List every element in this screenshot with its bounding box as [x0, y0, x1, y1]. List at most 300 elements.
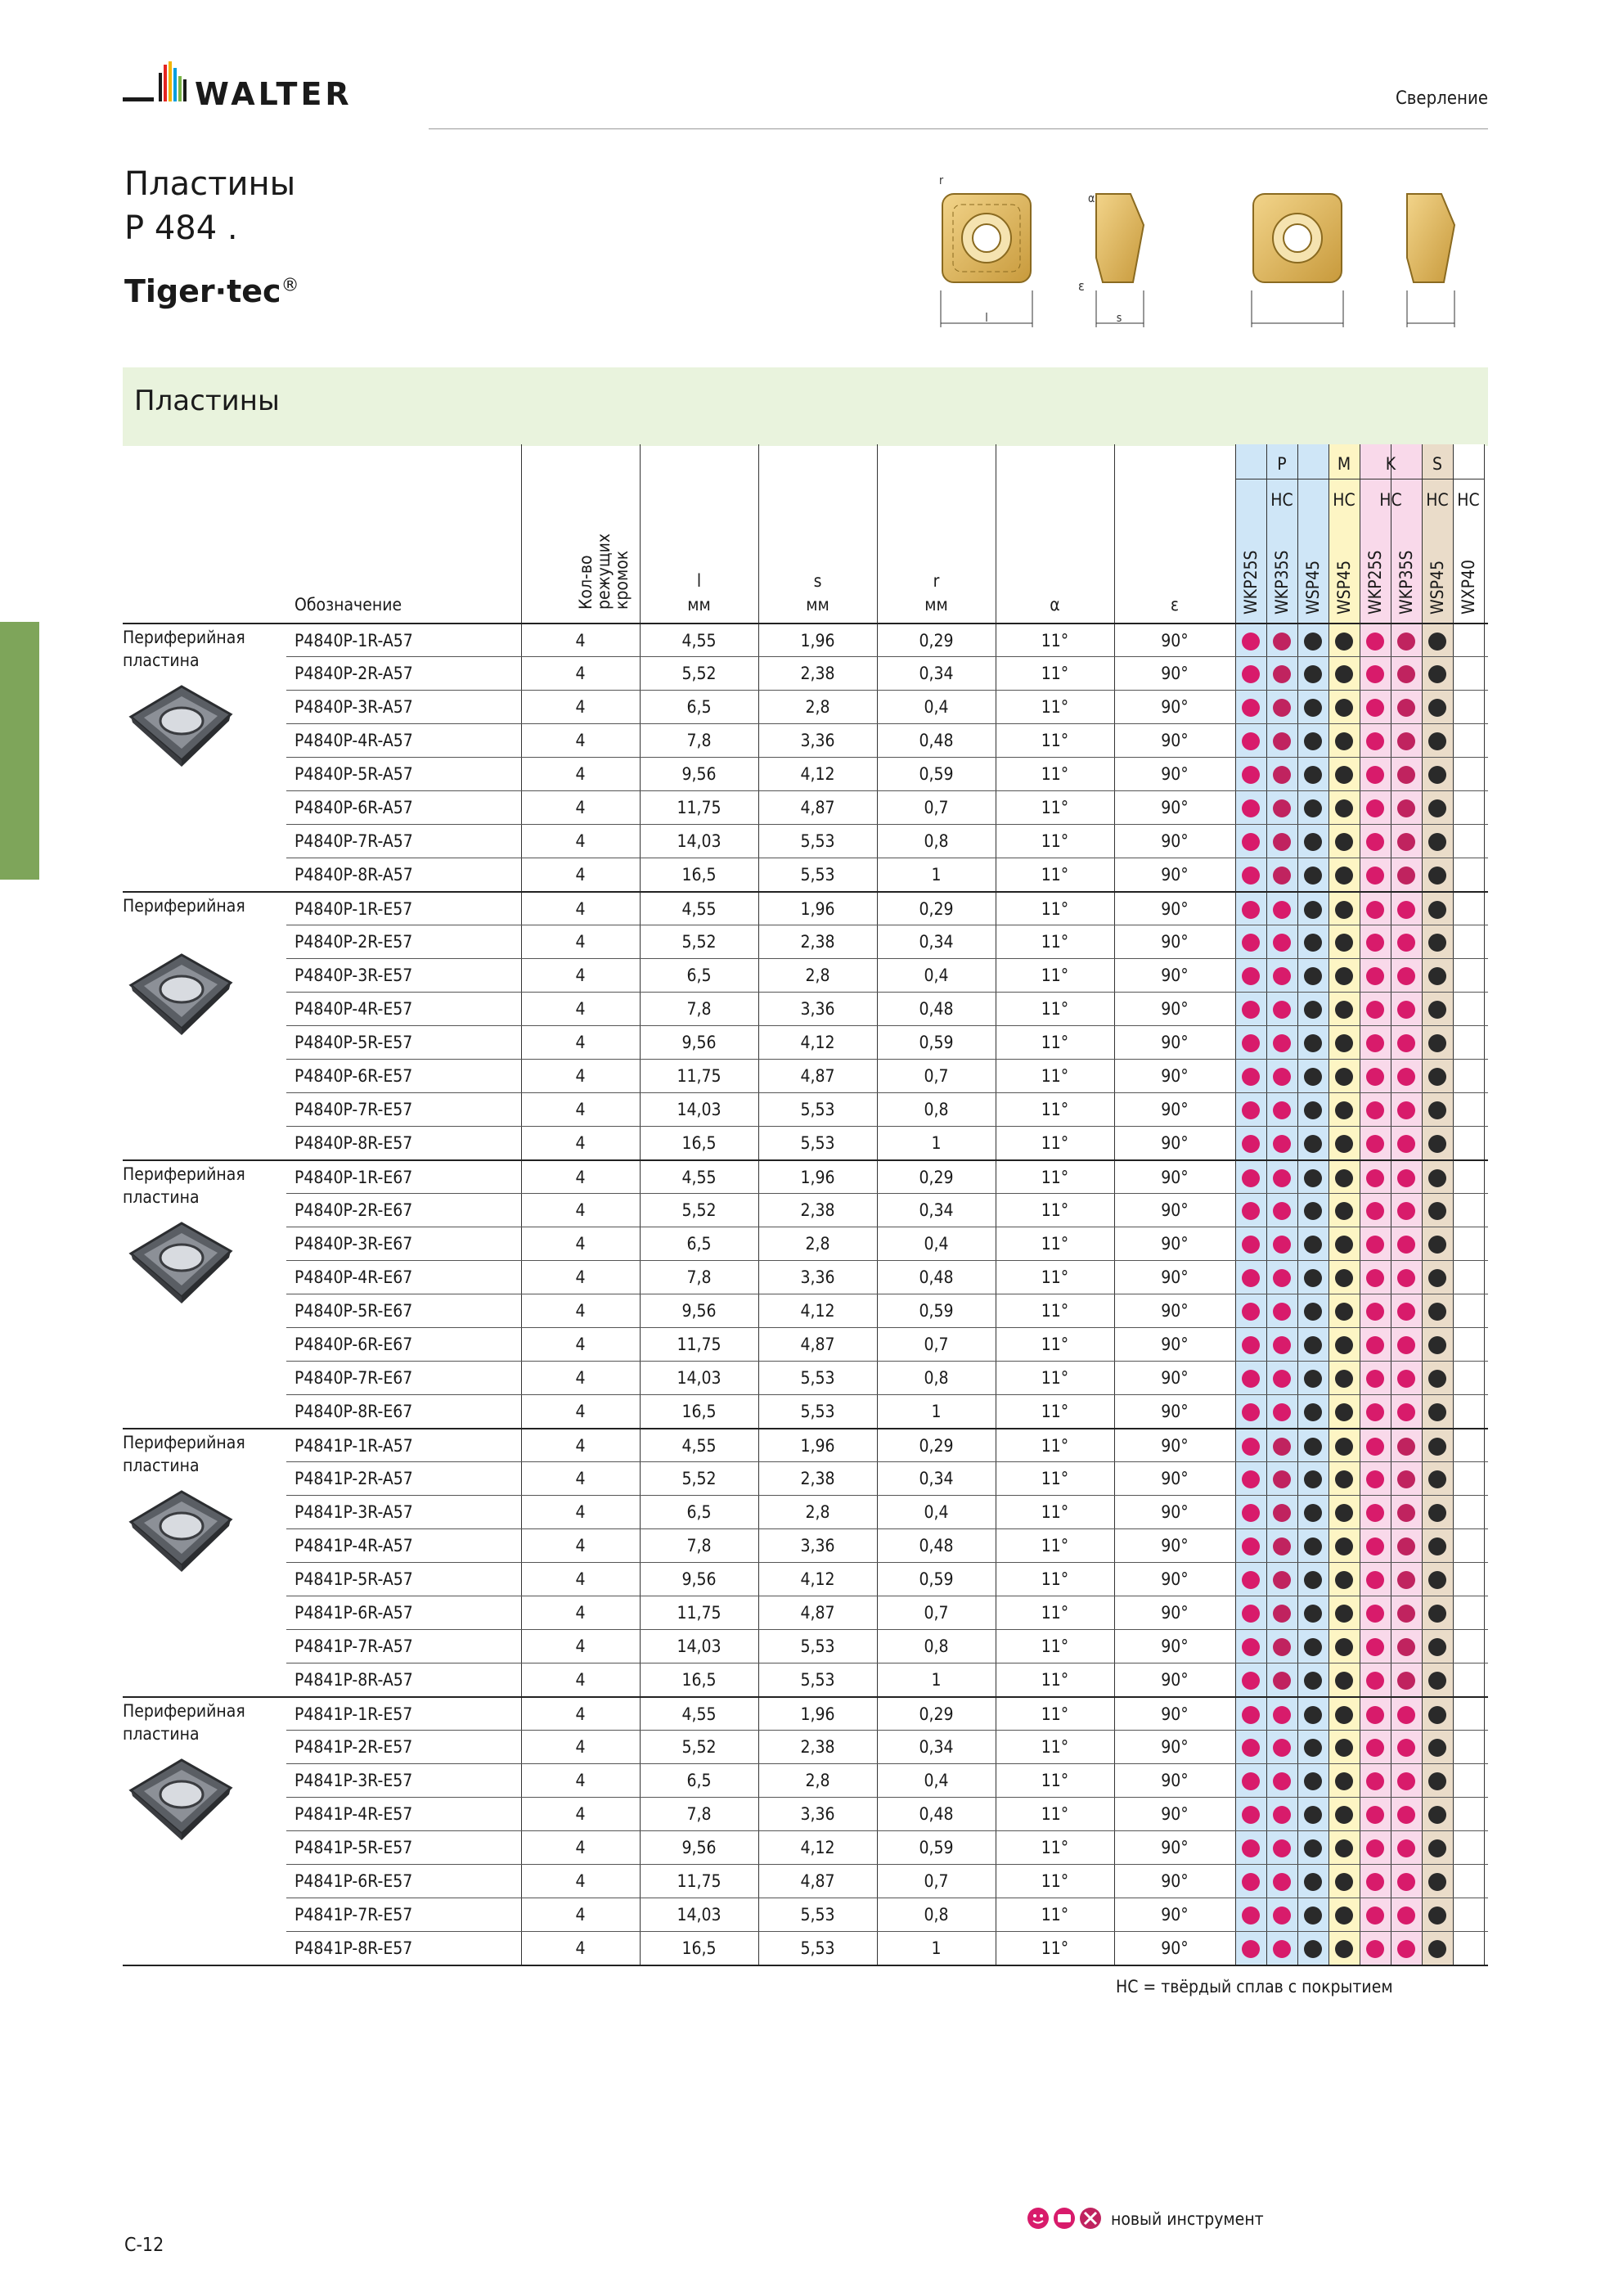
s-cell: 3,36 [800, 731, 835, 750]
grade-name: WKP35S [1272, 550, 1292, 615]
face-red-icon [1273, 1403, 1291, 1421]
eps-cell: 90° [1161, 664, 1189, 683]
alpha-cell: 11° [1041, 1838, 1069, 1857]
x-dark-icon [1428, 1370, 1446, 1388]
l-cell: 9,56 [681, 764, 717, 784]
face-red-icon [1366, 1169, 1384, 1187]
x-dark-icon [1428, 633, 1446, 651]
x-red-icon [1397, 799, 1415, 817]
designation-cell: P4841P-2R-A57 [294, 1469, 413, 1488]
face-red-icon [1242, 1202, 1260, 1220]
face-red-icon [1242, 1370, 1260, 1388]
l-cell: 14,03 [677, 1100, 722, 1119]
alpha-cell: 11° [1041, 764, 1069, 784]
s-cell: 3,36 [800, 1536, 835, 1555]
face-red-icon [1242, 1537, 1260, 1555]
face-red-icon [1366, 1370, 1384, 1388]
r-cell: 0,4 [924, 966, 949, 985]
header-s-unit: мм [806, 595, 829, 615]
x-dark-icon [1428, 1873, 1446, 1891]
s-cell: 2,38 [800, 1469, 835, 1488]
face-red-icon [1366, 1571, 1384, 1589]
face-red-icon [1242, 967, 1260, 985]
edges-cell: 4 [575, 1133, 586, 1153]
edges-cell: 4 [575, 932, 586, 952]
designation-cell: P4840P-8R-A57 [294, 865, 413, 885]
s-cell: 5,53 [800, 1100, 835, 1119]
registered-mark: ® [281, 275, 299, 296]
x-dark-icon [1304, 1336, 1322, 1354]
face-red-icon [1242, 1169, 1260, 1187]
l-cell: 7,8 [686, 1267, 712, 1287]
eps-cell: 90° [1161, 1234, 1189, 1254]
designation-cell: P4840P-7R-E57 [294, 1100, 413, 1119]
s-cell: 5,53 [800, 1938, 835, 1958]
eps-cell: 90° [1161, 764, 1189, 784]
designation-cell: P4840P-4R-A57 [294, 731, 413, 750]
alpha-cell: 11° [1041, 1234, 1069, 1254]
l-cell: 5,52 [681, 1200, 717, 1220]
s-cell: 3,36 [800, 999, 835, 1019]
l-cell: 11,75 [677, 1603, 722, 1623]
face-red-icon [1242, 699, 1260, 717]
face-red-icon [1366, 1336, 1384, 1354]
x-dark-icon [1428, 1336, 1446, 1354]
insert-photo [123, 680, 237, 770]
edges-cell: 4 [575, 899, 586, 919]
insert-photo [123, 948, 237, 1038]
table-row [286, 1193, 1488, 1227]
x-red-icon [1273, 833, 1291, 851]
x-dark-icon [1304, 1873, 1322, 1891]
face-red-icon [1366, 1504, 1384, 1522]
x-dark-icon [1304, 1672, 1322, 1690]
header-rule [429, 128, 1488, 129]
designation-cell: P4841P-2R-E57 [294, 1737, 413, 1757]
l-cell: 7,8 [686, 999, 712, 1019]
face-red-icon [1273, 1839, 1291, 1857]
x-dark-icon [1428, 967, 1446, 985]
table-row [286, 1864, 1488, 1898]
grade-name: WXP40 [1459, 559, 1478, 615]
eps-cell: 90° [1161, 1804, 1189, 1824]
x-red-icon [1397, 1504, 1415, 1522]
x-dark-icon [1428, 1739, 1446, 1757]
x-dark-icon [1335, 799, 1353, 817]
new-tool-legend-text: новый инструмент [1111, 2209, 1264, 2229]
group-label: Периферийная [123, 896, 245, 916]
edges-cell: 4 [575, 865, 586, 885]
r-cell: 0,34 [919, 1200, 954, 1220]
face-red-icon [1242, 1001, 1260, 1019]
edges-cell: 4 [575, 1670, 586, 1690]
x-dark-icon [1304, 833, 1322, 851]
x-dark-icon [1335, 1269, 1353, 1287]
eps-cell: 90° [1161, 1670, 1189, 1690]
x-dark-icon [1304, 1839, 1322, 1857]
edges-cell: 4 [575, 1938, 586, 1958]
l-cell: 11,75 [677, 1871, 722, 1891]
x-dark-icon [1428, 1303, 1446, 1321]
header-l: l [696, 571, 702, 591]
page-number: C-12 [124, 2235, 164, 2256]
face-red-icon [1366, 1470, 1384, 1488]
x-dark-icon [1428, 1706, 1446, 1724]
title-line-2: P 484 . [124, 209, 238, 247]
designation-cell: P4841P-6R-E57 [294, 1871, 413, 1891]
face-red-icon [1242, 1672, 1260, 1690]
face-red-icon [1397, 1236, 1415, 1254]
x-dark-icon [1304, 1806, 1322, 1824]
face-red-icon [1242, 1839, 1260, 1857]
x-dark-icon [1335, 1605, 1353, 1623]
x-dark-icon [1304, 1169, 1322, 1187]
edges-cell: 4 [575, 1737, 586, 1757]
x-dark-icon [1335, 1336, 1353, 1354]
edges-cell: 4 [575, 831, 586, 851]
table-row [286, 690, 1488, 724]
face-red-icon [1242, 1303, 1260, 1321]
r-cell: 0,48 [919, 1267, 954, 1287]
face-red-icon [1397, 1907, 1415, 1925]
edges-cell: 4 [575, 697, 586, 717]
table-row [286, 1126, 1488, 1160]
iso-group-letter: M [1337, 454, 1351, 474]
x-red-icon [1273, 1470, 1291, 1488]
x-dark-icon [1304, 1504, 1322, 1522]
x-dark-icon [1428, 1169, 1446, 1187]
face-red-icon [1242, 1940, 1260, 1958]
l-cell: 9,56 [681, 1033, 717, 1052]
x-red-icon [1397, 1470, 1415, 1488]
eps-cell: 90° [1161, 899, 1189, 919]
l-cell: 6,5 [686, 1502, 712, 1522]
edges-cell: 4 [575, 1301, 586, 1321]
face-red-icon [1242, 1336, 1260, 1354]
face-red-icon [1273, 967, 1291, 985]
face-red-icon [1397, 1772, 1415, 1790]
designation-cell: P4841P-7R-A57 [294, 1636, 413, 1656]
edges-cell: 4 [575, 1267, 586, 1287]
alpha-cell: 11° [1041, 1502, 1069, 1522]
edges-cell: 4 [575, 1469, 586, 1488]
table-row [286, 1327, 1488, 1362]
alpha-cell: 11° [1041, 1704, 1069, 1724]
face-red-icon [1242, 665, 1260, 683]
s-cell: 5,53 [800, 1368, 835, 1388]
s-cell: 2,38 [800, 664, 835, 683]
x-dark-icon [1304, 1001, 1322, 1019]
s-cell: 4,12 [800, 764, 835, 784]
x-dark-icon [1335, 1034, 1353, 1052]
face-red-icon [1273, 1202, 1291, 1220]
l-cell: 16,5 [681, 865, 717, 885]
x-dark-icon [1428, 901, 1446, 919]
eps-cell: 90° [1161, 1871, 1189, 1891]
x-dark-icon [1428, 1605, 1446, 1623]
face-red-icon [1242, 934, 1260, 952]
face-red-icon [1273, 1236, 1291, 1254]
header-alpha: α [1050, 595, 1060, 615]
alpha-cell: 11° [1041, 1569, 1069, 1589]
face-red-icon [1366, 1303, 1384, 1321]
edges-cell: 4 [575, 1871, 586, 1891]
edges-cell: 4 [575, 1905, 586, 1925]
table-row [286, 1294, 1488, 1328]
r-cell: 1 [931, 1133, 942, 1153]
x-dark-icon [1304, 1706, 1322, 1724]
designation-cell: P4840P-3R-A57 [294, 697, 413, 717]
x-dark-icon [1335, 1370, 1353, 1388]
header-s: s [813, 571, 822, 591]
x-dark-icon [1304, 1403, 1322, 1421]
edges-cell: 4 [575, 999, 586, 1019]
eps-cell: 90° [1161, 697, 1189, 717]
grade-name: WKP25S [1365, 550, 1385, 615]
face-red-icon [1242, 1907, 1260, 1925]
x-red-icon [1397, 1571, 1415, 1589]
x-dark-icon [1335, 699, 1353, 717]
r-cell: 0,8 [924, 1905, 949, 1925]
group-label: Периферийная пластина [123, 1433, 245, 1475]
table-row [286, 992, 1488, 1026]
r-cell: 0,29 [919, 1436, 954, 1456]
face-red-icon [1242, 1438, 1260, 1456]
face-red-icon [1242, 1806, 1260, 1824]
designation-cell: P4841P-8R-E57 [294, 1938, 413, 1958]
face-red-icon [1273, 1907, 1291, 1925]
alpha-cell: 11° [1041, 1938, 1069, 1958]
face-red-icon [1397, 1739, 1415, 1757]
x-dark-icon [1335, 1537, 1353, 1555]
edges-cell: 4 [575, 1234, 586, 1254]
x-red-icon [1397, 867, 1415, 885]
x-dark-icon [1335, 1907, 1353, 1925]
face-red-icon [1273, 1806, 1291, 1824]
r-cell: 1 [931, 1938, 942, 1958]
face-red-icon [1242, 1101, 1260, 1119]
face-red-icon [1366, 1537, 1384, 1555]
edges-cell: 4 [575, 1838, 586, 1857]
l-cell: 16,5 [681, 1670, 717, 1690]
alpha-cell: 11° [1041, 1737, 1069, 1757]
alpha-cell: 11° [1041, 1200, 1069, 1220]
face-red-icon [1397, 1940, 1415, 1958]
l-cell: 9,56 [681, 1569, 717, 1589]
header-eps: ε [1170, 595, 1180, 615]
l-cell: 11,75 [677, 798, 722, 817]
r-cell: 1 [931, 865, 942, 885]
edges-cell: 4 [575, 1335, 586, 1354]
l-cell: 14,03 [677, 1636, 722, 1656]
eps-cell: 90° [1161, 1368, 1189, 1388]
face-red-icon [1242, 1269, 1260, 1287]
table-row [286, 1461, 1488, 1496]
alpha-cell: 11° [1041, 1804, 1069, 1824]
insert-front-view-2 [1252, 194, 1343, 327]
alpha-cell: 11° [1041, 1603, 1069, 1623]
face-red-icon [1397, 901, 1415, 919]
face-red-icon [1242, 1068, 1260, 1086]
iso-group-type: HC [1379, 490, 1402, 510]
grade-name: WKP35S [1396, 550, 1416, 615]
edges-cell: 4 [575, 1804, 586, 1824]
designation-cell: P4840P-5R-E57 [294, 1033, 413, 1052]
table-row [123, 623, 1488, 658]
x-dark-icon [1335, 867, 1353, 885]
eps-cell: 90° [1161, 631, 1189, 651]
r-cell: 0,48 [919, 999, 954, 1019]
insert-dimension-diagrams [933, 168, 1489, 340]
x-dark-icon [1428, 1135, 1446, 1153]
r-cell: 0,48 [919, 731, 954, 750]
face-red-icon [1366, 1403, 1384, 1421]
x-dark-icon [1304, 699, 1322, 717]
face-red-icon [1366, 967, 1384, 985]
s-cell: 5,53 [800, 1402, 835, 1421]
r-cell: 0,8 [924, 831, 949, 851]
l-cell: 7,8 [686, 1536, 712, 1555]
s-cell: 2,8 [805, 1502, 830, 1522]
r-cell: 0,8 [924, 1368, 949, 1388]
face-red-icon [1366, 1839, 1384, 1857]
face-red-icon [1397, 1403, 1415, 1421]
s-cell: 5,53 [800, 865, 835, 885]
designation-cell: P4840P-3R-E57 [294, 966, 413, 985]
x-dark-icon [1304, 1605, 1322, 1623]
face-red-icon [1273, 1772, 1291, 1790]
designation-cell: P4840P-4R-E67 [294, 1267, 413, 1287]
face-red-icon [1366, 1873, 1384, 1891]
alpha-cell: 11° [1041, 1905, 1069, 1925]
l-cell: 4,55 [681, 1704, 717, 1724]
r-cell: 0,48 [919, 1536, 954, 1555]
designation-cell: P4840P-2R-A57 [294, 664, 413, 683]
table-row [286, 1596, 1488, 1630]
edges-cell: 4 [575, 1704, 586, 1724]
group-label: Периферийная пластина [123, 628, 245, 670]
l-cell: 4,55 [681, 1168, 717, 1187]
face-red-icon [1366, 1438, 1384, 1456]
face-red-icon [1242, 867, 1260, 885]
walter-logo-text: WALTER [195, 76, 353, 112]
edges-cell: 4 [575, 966, 586, 985]
table-row [286, 1830, 1488, 1865]
face-red-icon [1397, 1839, 1415, 1857]
x-dark-icon [1428, 1537, 1446, 1555]
x-dark-icon [1304, 633, 1322, 651]
x-dark-icon [1335, 1638, 1353, 1656]
x-dark-icon [1304, 766, 1322, 784]
r-cell: 0,29 [919, 1704, 954, 1724]
x-dark-icon [1304, 732, 1322, 750]
iso-group-type: HC [1457, 490, 1480, 510]
eps-cell: 90° [1161, 1905, 1189, 1925]
s-cell: 4,12 [800, 1838, 835, 1857]
designation-cell: P4840P-6R-A57 [294, 798, 413, 817]
s-cell: 2,38 [800, 1200, 835, 1220]
edges-cell: 4 [575, 631, 586, 651]
designation-cell: P4840P-5R-A57 [294, 764, 413, 784]
x-dark-icon [1335, 1001, 1353, 1019]
x-red-icon [1273, 1438, 1291, 1456]
face-red-icon [1366, 1605, 1384, 1623]
eps-cell: 90° [1161, 1938, 1189, 1958]
face-red-icon [1366, 1001, 1384, 1019]
alpha-cell: 11° [1041, 1100, 1069, 1119]
x-red-icon [1273, 1605, 1291, 1623]
face-red-icon [1273, 1370, 1291, 1388]
diagram-label-eps: ε [1078, 278, 1085, 294]
l-cell: 6,5 [686, 966, 712, 985]
x-dark-icon [1304, 1236, 1322, 1254]
designation-cell: P4841P-1R-A57 [294, 1436, 413, 1456]
x-dark-icon [1428, 1772, 1446, 1790]
face-red-icon [1366, 633, 1384, 651]
x-dark-icon [1335, 1672, 1353, 1690]
eps-cell: 90° [1161, 865, 1189, 885]
alpha-cell: 11° [1041, 1301, 1069, 1321]
x-dark-icon [1335, 1403, 1353, 1421]
designation-cell: P4840P-7R-E67 [294, 1368, 413, 1388]
table-row [286, 824, 1488, 858]
face-red-icon [1273, 1034, 1291, 1052]
x-dark-icon [1304, 665, 1322, 683]
r-cell: 0,8 [924, 1100, 949, 1119]
l-cell: 7,8 [686, 731, 712, 750]
eps-cell: 90° [1161, 1737, 1189, 1757]
table-row [286, 1730, 1488, 1764]
designation-cell: P4841P-5R-E57 [294, 1838, 413, 1857]
face-red-icon [1242, 1706, 1260, 1724]
edges-cell: 4 [575, 1436, 586, 1456]
grade-name: WKP25S [1241, 550, 1261, 615]
x-red-icon [1397, 633, 1415, 651]
x-dark-icon [1335, 1470, 1353, 1488]
eps-cell: 90° [1161, 1502, 1189, 1522]
s-cell: 1,96 [800, 1436, 835, 1456]
s-cell: 1,96 [800, 631, 835, 651]
l-cell: 5,52 [681, 932, 717, 952]
x-dark-icon [1304, 901, 1322, 919]
header-designation: Обозначение [294, 595, 402, 615]
table-row [286, 1663, 1488, 1697]
designation-cell: P4840P-1R-E67 [294, 1168, 413, 1187]
face-red-icon [1397, 1706, 1415, 1724]
x-dark-icon [1335, 732, 1353, 750]
table-row [286, 1797, 1488, 1831]
x-dark-icon [1428, 1269, 1446, 1287]
eps-cell: 90° [1161, 1267, 1189, 1287]
edges-cell: 4 [575, 1066, 586, 1086]
insert-front-view-1 [941, 194, 1032, 327]
designation-cell: P4841P-3R-E57 [294, 1771, 413, 1790]
face-red-icon [1366, 1806, 1384, 1824]
eps-cell: 90° [1161, 1133, 1189, 1153]
s-cell: 2,8 [805, 1234, 830, 1254]
face-red-icon [1366, 1638, 1384, 1656]
r-cell: 0,59 [919, 1033, 954, 1052]
eps-cell: 90° [1161, 1569, 1189, 1589]
new-tool-legend-icons [1025, 2204, 1104, 2232]
table-row [286, 1898, 1488, 1932]
x-dark-icon [1428, 867, 1446, 885]
s-cell: 3,36 [800, 1804, 835, 1824]
alpha-cell: 11° [1041, 1066, 1069, 1086]
x-dark-icon [1335, 1068, 1353, 1086]
r-cell: 0,48 [919, 1804, 954, 1824]
s-cell: 1,96 [800, 1168, 835, 1187]
